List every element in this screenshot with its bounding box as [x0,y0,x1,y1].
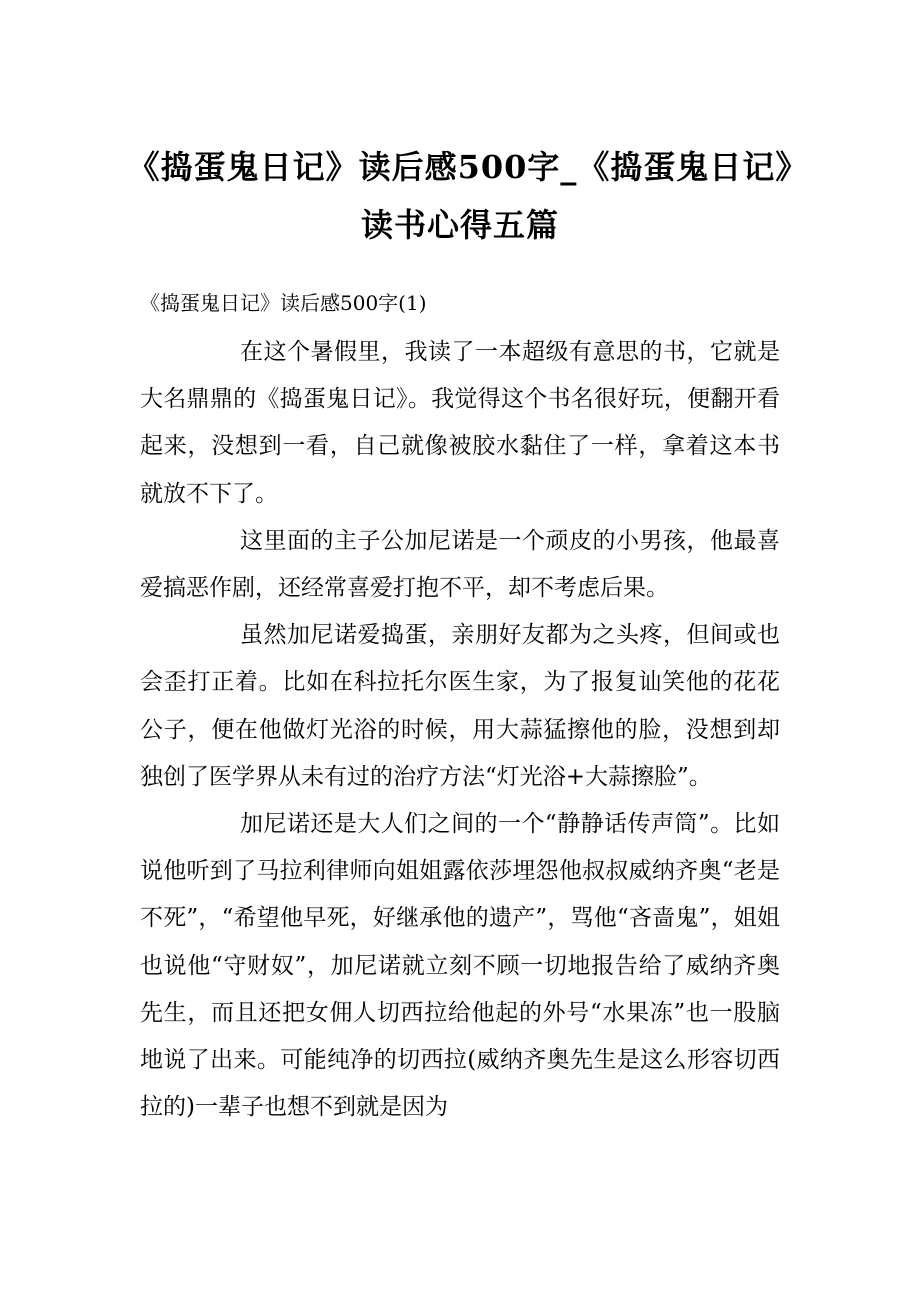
document-title: 《捣蛋鬼日记》读后感500字_《捣蛋鬼日记》读书心得五篇 [127,148,793,244]
paragraph: 在这个暑假里，我读了一本超级有意思的书，它就是大名鼎鼎的《捣蛋鬼日记》。我觉得这个书名很好玩，便翻开看起来，没想到一看，自己就像被胶水黏住了一样，拿着这本书就放不下了。 [140,339,780,507]
paragraph: 加尼诺还是大人们之间的一个“静静话传声筒”。比如说他听到了马拉利律师向姐姐露依莎埋怨他叔叔威纳齐奥“老是不死”，“希望他早死，好继承他的遗产”，骂他“吝啬鬼”，姐姐也说他“守财奴”，加尼诺就立刻不顾一切地报告给了威纳齐奥先生，而且还把女佣人切西拉给他起的外号“水果冻”也一股脑地说了出来。可能纯净的切西拉(威纳齐奥先生是这么形容切西拉的)一辈子也想不到就是因为 [140,811,780,1121]
paragraph: 这里面的主子公加尼诺是一个顽皮的小男孩，他最喜爱搞恶作剧，还经常喜爱打抱不平，却不考虑后果。 [140,527,780,602]
paragraph: 虽然加尼诺爱捣蛋，亲朋好友都为之头疼，但间或也会歪打正着。比如在科拉托尔医生家，为了报复讪笑他的花花公子，便在他做灯光浴的时候，用大蒜猛擦他的脸，没想到却独创了医学界从未有过的治疗方法“灯光浴+大蒜擦脸”。 [140,622,780,790]
document-body [140,329,780,1131]
section-heading: 《捣蛋鬼日记》读后感500字(1) [140,291,427,315]
